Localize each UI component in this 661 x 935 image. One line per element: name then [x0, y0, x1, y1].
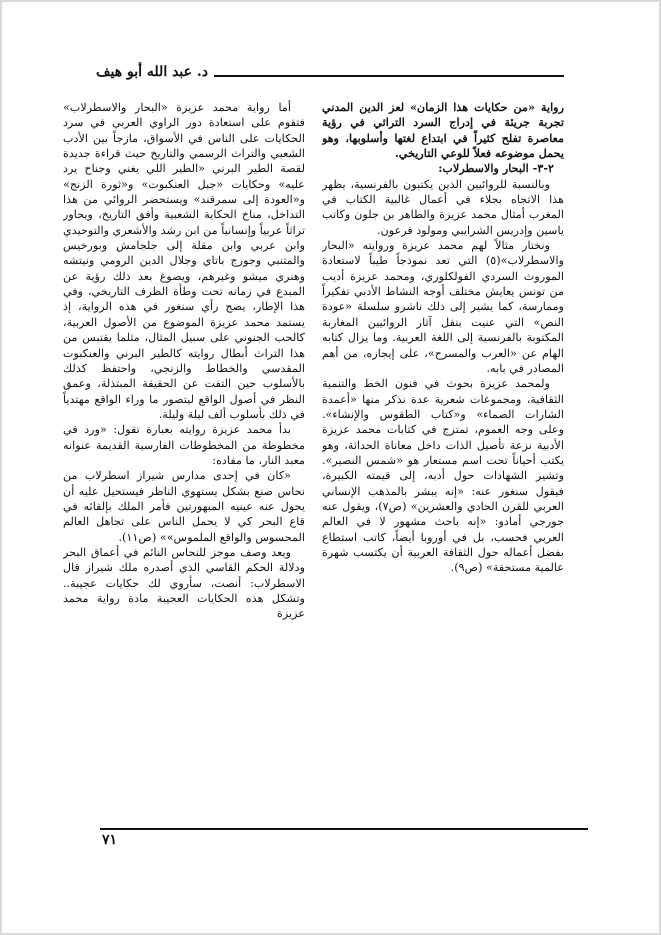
footer-rule [100, 828, 588, 830]
right-text-column [322, 100, 564, 810]
paragraph: أما رواية محمد عزيزة «البحار والاسطرلاب» فتقوم على استعادة دور الراوي العربي في سرد الحكايات على الناس في الأسواق، مازجاً بين الأدب الشعبي والتراث الرسمي والتاريخ حيث قراءة جديدة لقصة الطير البرني «الطير اللي يغني وجناح يرد عليه» وحكايات «جبل العنكبوت» و«ثورة الزنج» و«العودة إلى سمرقند» ويستحضر الروائي من هذا التداخل، مناخ الحكاية الشعبية وأفق التاريخ، ويحاور تراثاً عربياً وإنسانياً من ابن رشد والأشعري والتوحيدي وابن عربي وابن مقلة إلى جلجامش وبورخيس والمتنبي وجورج باتاي وجلال الدين الرومي ونيتشه وهنري ميشو وغيرهم، ويصوغ بعد ذلك رؤية عن المبدع في زمانه تحت وطأة الظرف التاريخي، وفي هذا الإطار، يصح رأي سنغور في هذه الرواية، إذ يستمد محمد عزيزة الموضوع من الأصول العربية، كالحب الجنوني على سبيل المثال، مثلما يقتبس من هذا التراث أبطال روايته كالطير البرني والعنكبوت المقدسي والخطاط والزنجي، واحتفظ كذلك بالأسلوب حين التفت عن الحقيقة المبتذلة، وعمق النظر في أصول الواقع ليتصور ما وراء الواقع مهتدياً في ذلك بأسلوب ألف ليلة وليلة. [63, 101, 305, 421]
running-header-author: د. عبد الله أبو هيف [96, 64, 208, 80]
paragraph: ولمحمد عزيزة بحوث في فنون الخط والتنمية الثقافية، ومجموعات شعرية عدة نذكر منها «أعمدة الشارات الصماء» و«كتاب الطقوس والإنشاء». وعلى وجه العموم، تمتزج في كتابات محمد عزيزة الأدبية نزعة تأصيل الذات داخل معاناة الحداثة، وهو يكتب أحياناً تحت اسم مستعار هو «شمس النصير». وتشير الشهادات حول أدبه، إلى قيمته الكبيرة، فيقول سنغور عنه: «إنه يبشر بالمذهب الإنساني العربي للقرن الحادي والعشرين» (ص٧)، ويقول عنه جورجي أمادو: «إنه باحث مشهور لا في العالم العربي فحسب، بل في أوروبا أيضاً، كاتب استطاع بفضل أعماله حول الثقافة العربية أن يكتسب شهرة عالمية مستحقة» (ص٩). [322, 377, 564, 575]
paragraph: بدأ محمد عزيزة روايته بعبارة تقول: «ورد في مخطوطة من المخطوطات الفارسية القديمة عنوانه معبد النار، ما مفاده: [63, 423, 305, 467]
left-text-column [63, 100, 305, 810]
header-rule [214, 75, 564, 77]
paragraph-bold-intro: رواية «من حكايات هذا الزمان» لعز الدين المدني تجربة جريئة في إدراج السرد التراثي في رؤية معاصرة تفلح كثيراً في ابتداع لغتها وأسلوبها، وهو يحمل موضوعه فعلاً للوعي التاريخي. [322, 100, 564, 161]
paragraph: وبالنسبة للروائيين الذين يكتبون بالفرنسية، يظهر هذا الاتجاه بجلاء في أعمال غالبية الكتاب في المغرب أمثال محمد عزيزة والطاهر بن جلون وكاتب ياسين وإدريس الشرايبي ومولود فرعون. [322, 177, 564, 237]
paragraph: ونختار مثالاً لهم محمد عزيزة وروايته «البحار والاسطرلاب»(٥) التي تعد نموذجاً طيباً لاستعادة الموروث السردي الفولكلوري، ومحمد عزيزة أديب من تونس يعايش مختلف أوجه النشاط الأدبي تفكيراً وممارسة، كما يشير إلى ذلك ناشرو سلسلة «عودة النص» التي عنيت بنقل آثار الروائيين المغاربة المكتوبة بالفرنسية إلى اللغة العربية. وما يزال كتابه الهام عن «العرب والمسرح»، على إيجازه، من أهم المصادر في بابه. [322, 239, 564, 375]
quoted-paragraph: «كان في إحدى مدارس شيراز اسطرلاب من نحاس صنع بشكل يستهوي الناظر فيستحيل عليه أن يحول عنه عينيه المبهورتين فأمر الملك بإلقائه في قاع البحر كي لا يحمل الناس على تجاهل العالم المحسوس والواقع الملموس»» (ص١١). [63, 469, 305, 544]
paragraph: ويعد وصف موجز للنحاس النائم في أعماق البحر ودلالة الحكم القاسي الذي أصدره ملك شيراز قال الاسطرلاب: أنصت، سأروي لك حكايات عجيبة.. وتشكل هذه الحكايات العجيبة مادة رواية محمد عزيزة [63, 545, 305, 621]
section-heading: ٢-٣- البحار والاسطرلاب: [438, 161, 554, 176]
page-number: ٧١ [102, 832, 118, 848]
